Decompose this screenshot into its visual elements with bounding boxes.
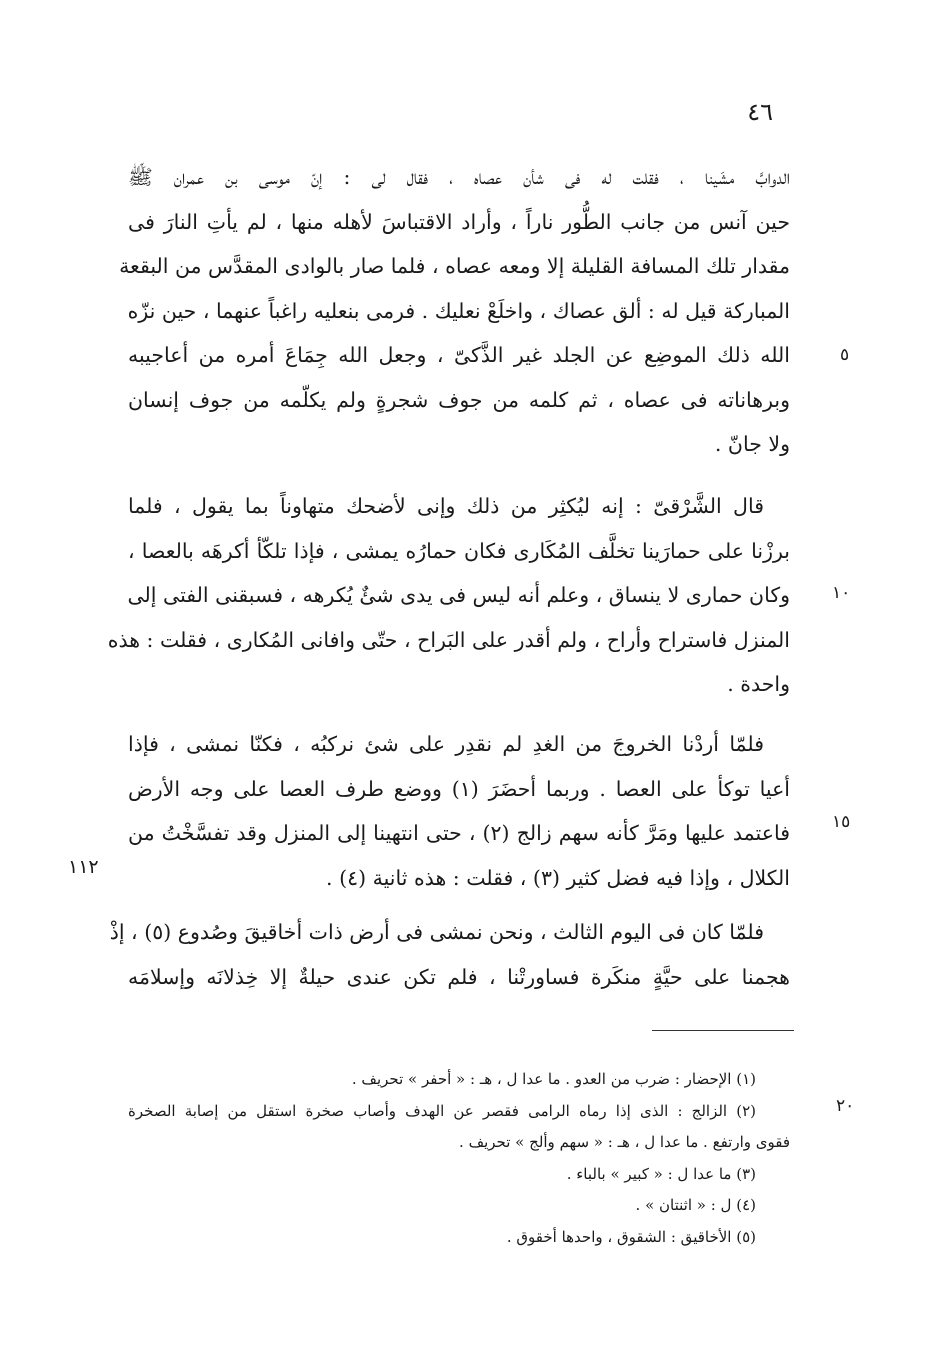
paragraph-2: [107, 484, 790, 707]
text-line: هجمنا على حيَّةٍ منكَرة فساورتْنا ، فلم تكن عندى حيلةٌ إلا خِذلانَه وإسلامَه: [128, 964, 790, 989]
page-number: ٤٦: [747, 98, 773, 126]
footnote-4: (٤) ل : « اثنتان » .: [635, 1196, 756, 1214]
text-line: مقدار تلك المسافة القليلة إلا ومعه عصاه ، فلما صار بالوادى المقدَّس من البقعة: [119, 254, 790, 278]
paragraph-1: [119, 155, 790, 467]
text-line: الكلال ، وإذا فيه فضل كثير (٣) ، فقلت : هذه ثانية (٤) .: [326, 865, 790, 890]
footnote-5: (٥) الأخاقيق : الشقوق ، واحدها أخقوق .: [506, 1227, 756, 1246]
text-line: فلمّا أردْنا الخروجَ من الغدِ لم نقدِر على شئ نركبُه ، فكنّا نمشى ، فإذا: [128, 732, 764, 756]
paragraph-3: [128, 722, 790, 900]
text-line: وكان حمارى لا ينساق ، وعلم أنه ليس فى يدى شئٌ يُكرهه ، فسبقنى الفتى إلى: [127, 583, 790, 607]
text-line: ولا جانّ .: [714, 432, 790, 456]
footnotes: [128, 1064, 790, 1253]
text-line: قال الشَّرْقىّ : إنه ليُكثِر من ذلك وإنى لأضحك متهاوناً بما يقول ، فلما: [128, 494, 764, 518]
text-line: الله ذلك الموضِع عن الجلد غير الذَّكىّ ، وجعل الله جِمَاعَ أمره من أعاجيبه: [128, 343, 790, 367]
line-marker-15: ١٥: [832, 812, 851, 832]
footnote-3: (٣) ما عدا ل : « كبير » بالباء .: [566, 1164, 756, 1183]
line-marker-5: ٥: [840, 345, 850, 365]
footnote-2: (٢) الزالج : الذى إذا رماه الرامى فقصر عن الهدف وأصاب صخرة استقل من إصابة الصخرة: [128, 1101, 756, 1120]
footnote-separator: [652, 1030, 794, 1031]
text-line: فاعتمد عليها ومَرَّ كأنه سهم زالج (٢) ، حتى انتهينا إلى المنزل وقد تفسَّخْتُ من: [128, 821, 790, 845]
footnote-1: (١) الإحضار : ضرب من العدو . ما عدا ل ، هـ : « أحفر » تحريف .: [351, 1070, 756, 1088]
text-line: المنزل فاستراح وأراح ، ولم أقدر على البَراح ، حتّى وافانى المُكارى ، فقلت : هذه: [107, 627, 790, 652]
text-line: المباركة قيل له : ألق عصاك ، واخلَعْ نعليك . فرمى بنعليه راغباً عنهما ، حين نزّه: [127, 298, 790, 323]
footnote-2-continued: فقوى وارتفع . ما عدا ل ، هـ : « سهم وألج » تحريف .: [459, 1133, 790, 1151]
text-line: واحدة .: [727, 672, 790, 696]
paragraph-4: [109, 910, 790, 999]
text-line: وبرهاناته فى عصاه ، ثم كلمه من جوف شجرةٍ ولم يكلّمه من جوف إنسان: [128, 387, 790, 412]
line-marker-10: ١٠: [832, 583, 851, 603]
line-marker-20: ٢٠: [836, 1096, 855, 1116]
text-line: فلمّا كان فى اليوم الثالث ، ونحن نمشى فى أرض ذات أخاقيقَ وصُدوع (٥) ، إذْ: [109, 920, 764, 944]
original-page-number: ١١٢: [68, 856, 99, 878]
text-line: حين آنس من جانب الطُّور ناراً ، وأراد الاقتباسَ لأهله منها ، لم يأتِ النارَ فى: [128, 209, 790, 234]
text-line: برزْنا على حمارَينا تخلَّف المُكَارى فكان حمارُه يمشى ، فإذا تلكّأ أكرهَه بالعصا ،: [128, 538, 790, 563]
text-line: الدوابَّ مشَينا ، فقلت له فى شأن عصاه ، فقال لى : إنّ موسى بن عمران ﷺ: [128, 165, 790, 189]
text-line: أعيا توكأ على العصا . وربما أحضَرَ (١) ووضع طرف العصا على وجه الأرض: [128, 776, 791, 801]
